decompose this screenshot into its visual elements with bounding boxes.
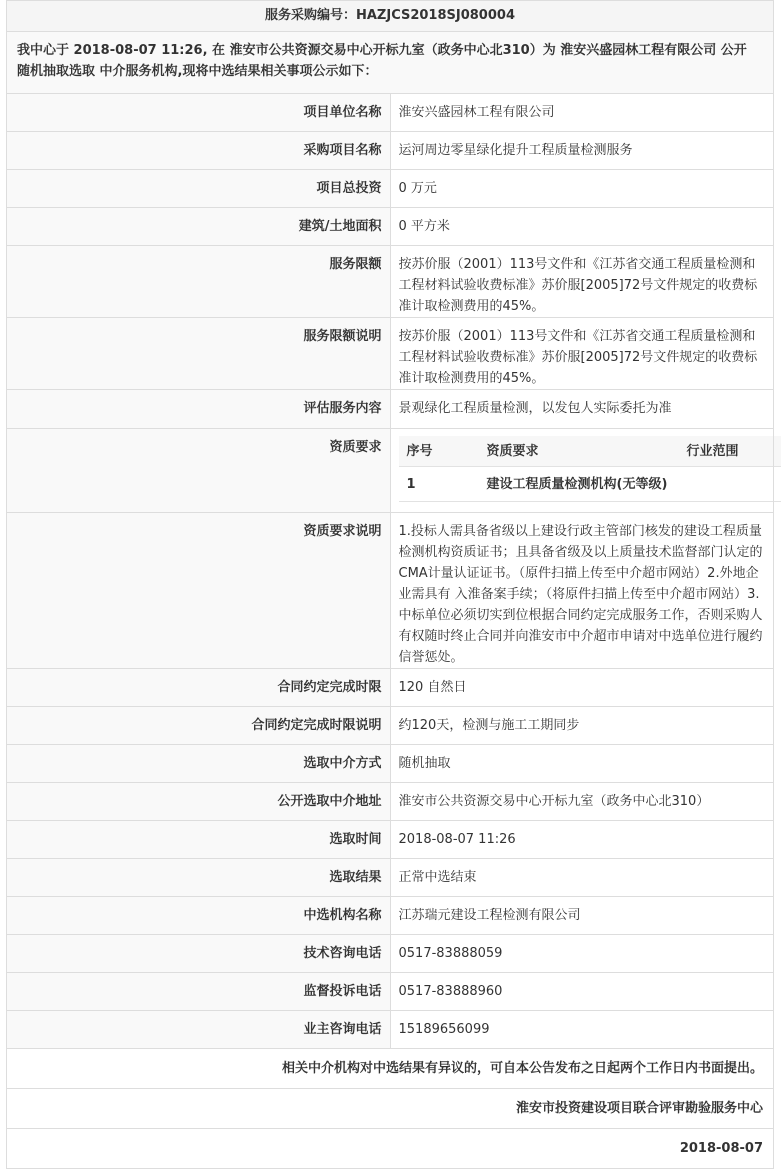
value-selection-time: 2018-08-07 11:26 (390, 821, 774, 859)
value-selected-org: 江苏瑞元建设工程检测有限公司 (390, 897, 774, 935)
label-project-unit: 项目单位名称 (7, 94, 391, 132)
qualification-header-row (399, 436, 781, 467)
value-total-investment: 0 万元 (390, 170, 774, 208)
value-project-name: 运河周边零星绿化提升工程质量检测服务 (390, 132, 774, 170)
issue-date: 2018-08-07 (7, 1129, 774, 1169)
label-service-limit: 服务限额 (7, 246, 391, 318)
announcement-document (6, 0, 774, 1169)
label-tech-phone: 技术咨询电话 (7, 935, 391, 973)
qual-col-requirement: 资质要求 (479, 436, 679, 467)
objection-notice: 相关中介机构对中选结果有异议的，可自本公告发布之日起两个工作日内书面提出。 (7, 1049, 774, 1089)
value-qualification-note: 1.投标人需具备省级以上建设行政主管部门核发的建设工程质量检测机构资质证书；且具备省级及以上质量技术监督部门认定的CMA计量认证证书。（原件扫描上传至中介超市网站）2.外地企业需具有 入淮备案手续；（将原件扫描上传至中介超市网站）3.中标单位必须切实到位根据合同约定完成服务工作，否则采购人有权随时终止合同并向淮安市中介超市申请对中选单位进行履约信誉惩处。 (390, 513, 774, 669)
label-selection-method: 选取中介方式 (7, 745, 391, 783)
label-service-content: 评估服务内容 (7, 390, 391, 429)
label-completion-limit: 合同约定完成时限 (7, 669, 391, 707)
value-service-content: 景观绿化工程质量检测，以发包人实际委托为准 (390, 390, 774, 429)
value-service-limit: 按苏价服（2001）113号文件和《江苏省交通工程质量检测和工程材料试验收费标准》苏价服[2005]72号文件规定的收费标准计取检测费用的45%。 (390, 246, 774, 318)
value-completion-limit: 120 自然日 (390, 669, 774, 707)
label-area: 建筑/土地面积 (7, 208, 391, 246)
label-selection-time: 选取时间 (7, 821, 391, 859)
label-completion-note: 合同约定完成时限说明 (7, 707, 391, 745)
announcement-table (6, 0, 774, 1169)
label-project-name: 采购项目名称 (7, 132, 391, 170)
purchase-code-header: 服务采购编号：HAZJCS2018SJ080004 (7, 1, 774, 32)
label-selected-org: 中选机构名称 (7, 897, 391, 935)
value-selection-result: 正常中选结束 (390, 859, 774, 897)
label-total-investment: 项目总投资 (7, 170, 391, 208)
label-selection-result: 选取结果 (7, 859, 391, 897)
label-owner-phone: 业主咨询电话 (7, 1011, 391, 1049)
intro-text: 我中心于 2018-08-07 11:26, 在 淮安市公共资源交易中心开标九室（政务中心北310）为 淮安兴盛园林工程有限公司 公开 随机抽取选取 中介服务机构,现将中选结果相关事项公示如下： (7, 32, 774, 94)
qual-col-index: 序号 (399, 436, 479, 467)
value-selection-method: 随机抽取 (390, 745, 774, 783)
value-owner-phone: 15189656099 (390, 1011, 774, 1049)
value-completion-note: 约120天，检测与施工工期同步 (390, 707, 774, 745)
qual-col-scope: 行业范围 (679, 436, 781, 467)
table-row (399, 467, 781, 502)
value-selection-address: 淮安市公共资源交易中心开标九室（政务中心北310） (390, 783, 774, 821)
label-qualification: 资质要求 (7, 429, 391, 513)
issuing-organization: 淮安市投资建设项目联合评审勘验服务中心 (7, 1089, 774, 1129)
qualification-table (399, 436, 781, 502)
qualification-cell (390, 429, 774, 513)
value-complaint-phone: 0517-83888960 (390, 973, 774, 1011)
label-complaint-phone: 监督投诉电话 (7, 973, 391, 1011)
qual-row-index: 1 (399, 467, 479, 502)
label-service-limit-note: 服务限额说明 (7, 318, 391, 390)
value-project-unit: 淮安兴盛园林工程有限公司 (390, 94, 774, 132)
qual-row-requirement: 建设工程质量检测机构(无等级) (479, 467, 679, 502)
label-qualification-note: 资质要求说明 (7, 513, 391, 669)
value-tech-phone: 0517-83888059 (390, 935, 774, 973)
qual-row-scope (679, 467, 781, 502)
label-selection-address: 公开选取中介地址 (7, 783, 391, 821)
value-service-limit-note: 按苏价服（2001）113号文件和《江苏省交通工程质量检测和工程材料试验收费标准》苏价服[2005]72号文件规定的收费标准计取检测费用的45%。 (390, 318, 774, 390)
value-area: 0 平方米 (390, 208, 774, 246)
